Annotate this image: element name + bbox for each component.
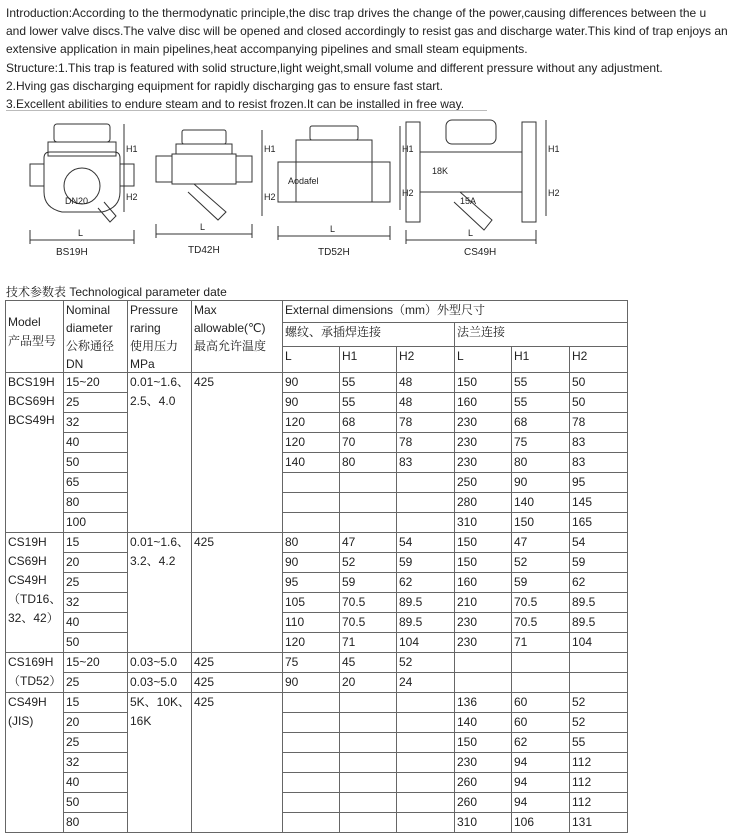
flange-h2-cell: 50 <box>570 373 628 393</box>
thread-h2-cell: 54 <box>397 533 455 553</box>
thread-l-cell: 90 <box>283 393 340 413</box>
table-row <box>6 773 628 793</box>
thread-h2-cell <box>397 733 455 753</box>
parameter-table <box>5 300 628 833</box>
flange-l-cell: 260 <box>455 793 512 813</box>
trap-drawing-illustration <box>6 112 750 270</box>
nominal-diameter-cell: 20 <box>64 553 128 573</box>
model-name: BCS49H <box>8 413 55 427</box>
flange-h2-cell: 83 <box>570 433 628 453</box>
thread-l-cell <box>283 773 340 793</box>
intro-line: Introduction:According to the thermodynatic principle,the disc trap drives the change of the power,causing differences between the u <box>6 6 707 20</box>
flange-h1-cell: 55 <box>512 393 570 413</box>
pressure-value: 0.01~1.6、 <box>130 375 190 389</box>
dim-l-label: L <box>78 228 84 238</box>
thread-h2-cell <box>397 493 455 513</box>
flange-h2-cell: 112 <box>570 773 628 793</box>
thread-h2-cell <box>397 813 455 833</box>
nominal-diameter-cell: 100 <box>64 513 128 533</box>
flange-h1-cell: 106 <box>512 813 570 833</box>
nominal-diameter-cell: 40 <box>64 773 128 793</box>
table-row <box>6 593 628 613</box>
flange-h1-cell: 150 <box>512 513 570 533</box>
thread-l-cell: 80 <box>283 533 340 553</box>
thread-h2-cell <box>397 713 455 733</box>
dim-h2-label: H2 <box>264 192 276 202</box>
thread-h2-cell: 78 <box>397 413 455 433</box>
thread-h2-cell <box>397 693 455 713</box>
dim-l-label: L <box>468 228 474 238</box>
thread-h2-cell: 24 <box>397 673 455 693</box>
thread-l-cell <box>283 753 340 773</box>
thread-h2-cell: 59 <box>397 553 455 573</box>
max-temp-value: 425 <box>194 695 215 709</box>
k18-label: 18K <box>432 166 449 176</box>
header-dim-h1: H1 <box>512 347 570 373</box>
flange-h2-cell: 78 <box>570 413 628 433</box>
nominal-diameter-cell: 80 <box>64 493 128 513</box>
nominal-diameter-cell: 40 <box>64 613 128 633</box>
header-nominal-diameter: Nominal diameter 公称通径 DN <box>64 301 128 373</box>
nominal-diameter-cell: 15 <box>64 693 128 713</box>
thread-h1-cell: 45 <box>340 653 397 673</box>
model-name: BCS19H <box>8 375 55 389</box>
flange-l-cell: 230 <box>455 413 512 433</box>
table-row <box>6 453 628 473</box>
thread-l-cell: 90 <box>283 553 340 573</box>
dim-h1-label: H1 <box>402 144 414 154</box>
intro-line: Structure:1.This trap is featured with solid structure,light weight,small volume and different pressure without any adjustment. <box>6 60 663 75</box>
pressure-cell <box>128 693 192 833</box>
thread-h1-cell: 70 <box>340 433 397 453</box>
header-dim-h2: H2 <box>570 347 628 373</box>
pressure-value: 5K、10K、 <box>130 695 191 709</box>
thread-l-cell: 95 <box>283 573 340 593</box>
flange-l-cell: 310 <box>455 813 512 833</box>
divider <box>6 110 487 111</box>
thread-l-cell <box>283 733 340 753</box>
table-row <box>6 753 628 773</box>
table-row <box>6 673 628 693</box>
flange-h2-cell <box>570 653 628 673</box>
model-name: （TD52） <box>8 674 62 688</box>
header-dim-l: L <box>283 347 340 373</box>
flange-h1-cell: 70.5 <box>512 613 570 633</box>
thread-h1-cell: 52 <box>340 553 397 573</box>
model-label-td52h: TD52H <box>318 247 350 258</box>
flange-h1-cell: 94 <box>512 753 570 773</box>
nominal-diameter-cell: 32 <box>64 753 128 773</box>
nominal-diameter-cell: 80 <box>64 813 128 833</box>
header-threaded: 螺纹、承插焊连接 <box>283 323 455 347</box>
flange-l-cell: 230 <box>455 633 512 653</box>
flange-l-cell <box>455 673 512 693</box>
thread-l-cell: 110 <box>283 613 340 633</box>
thread-l-cell <box>283 693 340 713</box>
flange-h2-cell <box>570 673 628 693</box>
table-row <box>6 653 628 673</box>
dim-l-label: L <box>330 224 336 234</box>
max-temp-value: 425 <box>194 535 215 549</box>
flange-h2-cell: 112 <box>570 793 628 813</box>
thread-l-cell: 120 <box>283 633 340 653</box>
flange-h2-cell: 55 <box>570 733 628 753</box>
table-row <box>6 493 628 513</box>
thread-h1-cell: 59 <box>340 573 397 593</box>
flange-h1-cell: 68 <box>512 413 570 433</box>
flange-l-cell: 230 <box>455 613 512 633</box>
header-flanged: 法兰连接 <box>455 323 628 347</box>
flange-l-cell: 150 <box>455 553 512 573</box>
flange-h2-cell: 62 <box>570 573 628 593</box>
thread-h2-cell: 78 <box>397 433 455 453</box>
cs49h-drawing <box>406 120 546 244</box>
thread-h1-cell: 55 <box>340 393 397 413</box>
model-label-bs19h: BS19H <box>56 247 88 258</box>
product-drawings <box>6 112 750 270</box>
max-temp-cell <box>192 533 283 653</box>
model-label-td42h: TD42H <box>188 245 220 256</box>
thread-l-cell: 120 <box>283 433 340 453</box>
flange-l-cell: 160 <box>455 573 512 593</box>
model-cell <box>6 533 64 653</box>
flange-h1-cell: 60 <box>512 693 570 713</box>
flange-h1-cell: 94 <box>512 793 570 813</box>
intro-text <box>6 4 750 113</box>
model-name: CS69H <box>8 554 47 568</box>
model-name: CS169H <box>8 655 54 669</box>
table-row <box>6 633 628 653</box>
nominal-diameter-cell: 25 <box>64 393 128 413</box>
thread-h2-cell <box>397 473 455 493</box>
flange-h2-cell: 104 <box>570 633 628 653</box>
thread-h1-cell: 70.5 <box>340 613 397 633</box>
model-cell <box>6 693 64 833</box>
max-temp-cell: 425 <box>192 673 283 693</box>
thread-h1-cell <box>340 493 397 513</box>
thread-l-cell: 140 <box>283 453 340 473</box>
flange-h1-cell: 55 <box>512 373 570 393</box>
table-row <box>6 513 628 533</box>
thread-h2-cell: 89.5 <box>397 613 455 633</box>
header-external-dimensions: External dimensions（mm）外型尺寸 <box>283 301 628 323</box>
table-row <box>6 413 628 433</box>
thread-h1-cell <box>340 513 397 533</box>
model-name: 32、42） <box>8 611 59 625</box>
nominal-diameter-cell: 50 <box>64 633 128 653</box>
thread-l-cell <box>283 813 340 833</box>
thread-h1-cell <box>340 813 397 833</box>
model-name: BCS69H <box>8 394 55 408</box>
flange-h1-cell: 140 <box>512 493 570 513</box>
nominal-diameter-cell: 15 <box>64 533 128 553</box>
max-temp-cell: 425 <box>192 653 283 673</box>
table-row <box>6 813 628 833</box>
max-temp-value: 425 <box>194 375 215 389</box>
thread-l-cell <box>283 473 340 493</box>
table-row <box>6 473 628 493</box>
flange-l-cell: 310 <box>455 513 512 533</box>
model-name: (JIS) <box>8 714 34 728</box>
nominal-diameter-cell: 32 <box>64 593 128 613</box>
flange-h2-cell: 52 <box>570 693 628 713</box>
thread-l-cell: 90 <box>283 373 340 393</box>
flange-l-cell: 260 <box>455 773 512 793</box>
thread-l-cell: 75 <box>283 653 340 673</box>
pressure-value: 2.5、4.0 <box>130 394 176 408</box>
thread-h2-cell: 62 <box>397 573 455 593</box>
thread-h2-cell: 52 <box>397 653 455 673</box>
model-name: CS49H <box>8 695 47 709</box>
brand-label: Aodafel <box>288 176 319 186</box>
thread-h1-cell <box>340 473 397 493</box>
thread-h2-cell <box>397 793 455 813</box>
dn-label: DN20 <box>65 196 89 206</box>
header-pressure: Pressure raring 使用压力 MPa <box>128 301 192 373</box>
flange-l-cell: 230 <box>455 433 512 453</box>
flange-h1-cell: 94 <box>512 773 570 793</box>
thread-h1-cell <box>340 693 397 713</box>
flange-h2-cell: 54 <box>570 533 628 553</box>
thread-h2-cell: 48 <box>397 393 455 413</box>
model-name: （TD16、 <box>8 592 62 606</box>
thread-h1-cell <box>340 713 397 733</box>
thread-l-cell <box>283 793 340 813</box>
intro-line: 2.Hving gas discharging equipment for rapidly discharging gas to ensure fast start. <box>6 78 443 93</box>
flange-h1-cell: 62 <box>512 733 570 753</box>
flange-h1-cell: 71 <box>512 633 570 653</box>
table-row <box>6 733 628 753</box>
flange-h2-cell: 145 <box>570 493 628 513</box>
table-row <box>6 393 628 413</box>
thread-h1-cell: 20 <box>340 673 397 693</box>
intro-line: extensive application in main pipelines,heat accompanying pipelines and small steam equipments. <box>6 42 528 57</box>
thread-h2-cell: 89.5 <box>397 593 455 613</box>
table-row <box>6 693 628 713</box>
table-row <box>6 573 628 593</box>
flange-h1-cell: 80 <box>512 453 570 473</box>
pressure-value: 16K <box>130 714 152 728</box>
nominal-diameter-cell: 32 <box>64 413 128 433</box>
flange-h2-cell: 89.5 <box>570 593 628 613</box>
flange-h1-cell: 70.5 <box>512 593 570 613</box>
dim-h1-label: H1 <box>126 144 138 154</box>
flange-h2-cell: 131 <box>570 813 628 833</box>
flange-l-cell: 150 <box>455 373 512 393</box>
thread-h1-cell: 71 <box>340 633 397 653</box>
flange-h2-cell: 89.5 <box>570 613 628 633</box>
max-temp-cell <box>192 693 283 833</box>
flange-h1-cell: 75 <box>512 433 570 453</box>
table-row <box>6 793 628 813</box>
thread-h2-cell: 83 <box>397 453 455 473</box>
flange-l-cell <box>455 653 512 673</box>
thread-h2-cell <box>397 753 455 773</box>
flange-h2-cell: 50 <box>570 393 628 413</box>
thread-h1-cell: 47 <box>340 533 397 553</box>
table-row <box>6 433 628 453</box>
thread-l-cell <box>283 493 340 513</box>
nominal-diameter-cell: 50 <box>64 793 128 813</box>
nominal-diameter-cell: 25 <box>64 573 128 593</box>
nominal-diameter-cell: 15~20 <box>64 653 128 673</box>
model-name: CS49H <box>8 573 47 587</box>
pressure-cell <box>128 373 192 533</box>
nominal-diameter-cell: 20 <box>64 713 128 733</box>
thread-h1-cell: 70.5 <box>340 593 397 613</box>
flange-h1-cell <box>512 653 570 673</box>
thread-h1-cell: 55 <box>340 373 397 393</box>
flange-h2-cell: 59 <box>570 553 628 573</box>
header-dim-h2: H2 <box>397 347 455 373</box>
flange-l-cell: 136 <box>455 693 512 713</box>
thread-l-cell: 105 <box>283 593 340 613</box>
table-row <box>6 373 628 393</box>
nominal-diameter-cell: 40 <box>64 433 128 453</box>
nominal-diameter-cell: 25 <box>64 733 128 753</box>
table-row <box>6 613 628 633</box>
a15-label: 15A <box>460 196 477 206</box>
thread-h2-cell <box>397 513 455 533</box>
pressure-value: 3.2、4.2 <box>130 554 176 568</box>
nominal-diameter-cell: 50 <box>64 453 128 473</box>
dim-h2-label: H2 <box>126 192 138 202</box>
header-dim-l: L <box>455 347 512 373</box>
flange-h2-cell: 95 <box>570 473 628 493</box>
flange-l-cell: 280 <box>455 493 512 513</box>
flange-h1-cell: 47 <box>512 533 570 553</box>
thread-h1-cell <box>340 733 397 753</box>
flange-h2-cell: 52 <box>570 713 628 733</box>
model-cell <box>6 653 64 693</box>
flange-l-cell: 150 <box>455 533 512 553</box>
flange-h2-cell: 83 <box>570 453 628 473</box>
thread-h1-cell <box>340 753 397 773</box>
thread-h1-cell <box>340 773 397 793</box>
dim-h1-label: H1 <box>548 144 560 154</box>
pressure-cell <box>128 533 192 653</box>
pressure-cell: 0.03~5.0 <box>128 673 192 693</box>
model-label-cs49h: CS49H <box>464 247 497 258</box>
header-max-temp: Max allowable(℃) 最高允许温度 <box>192 301 283 373</box>
dim-l-label: L <box>200 222 206 232</box>
table-caption: 技术参数表 Technological parameter date <box>6 285 227 299</box>
flange-h1-cell: 59 <box>512 573 570 593</box>
thread-h1-cell: 80 <box>340 453 397 473</box>
flange-l-cell: 230 <box>455 453 512 473</box>
td42h-drawing <box>156 130 262 238</box>
header-model: Model 产品型号 <box>6 301 64 373</box>
thread-l-cell <box>283 713 340 733</box>
model-cell <box>6 373 64 533</box>
thread-l-cell: 120 <box>283 413 340 433</box>
nominal-diameter-cell: 25 <box>64 673 128 693</box>
flange-h2-cell: 112 <box>570 753 628 773</box>
flange-h1-cell: 90 <box>512 473 570 493</box>
pressure-value: 0.01~1.6、 <box>130 535 190 549</box>
flange-l-cell: 150 <box>455 733 512 753</box>
flange-h2-cell: 165 <box>570 513 628 533</box>
dim-h2-label: H2 <box>548 188 560 198</box>
max-temp-cell <box>192 373 283 533</box>
model-name: CS19H <box>8 535 47 549</box>
table-row <box>6 533 628 553</box>
table-row <box>6 553 628 573</box>
thread-h2-cell: 48 <box>397 373 455 393</box>
pressure-cell: 0.03~5.0 <box>128 653 192 673</box>
flange-h1-cell <box>512 673 570 693</box>
flange-l-cell: 210 <box>455 593 512 613</box>
header-dim-h1: H1 <box>340 347 397 373</box>
nominal-diameter-cell: 65 <box>64 473 128 493</box>
thread-l-cell: 90 <box>283 673 340 693</box>
intro-line: and lower valve discs.The valve disc will be opened and closed accordingly to resist gas and discharge water.This kind of trap enjoys an <box>6 24 728 39</box>
intro-line: 3.Excellent abilities to endure steam and to resist frozen.It can be installed in free way. <box>6 96 465 111</box>
thread-h1-cell <box>340 793 397 813</box>
flange-l-cell: 230 <box>455 753 512 773</box>
dim-h1-label: H1 <box>264 144 276 154</box>
flange-l-cell: 140 <box>455 713 512 733</box>
flange-l-cell: 250 <box>455 473 512 493</box>
flange-l-cell: 160 <box>455 393 512 413</box>
thread-h2-cell <box>397 773 455 793</box>
thread-h2-cell: 104 <box>397 633 455 653</box>
dim-h2-label: H2 <box>402 188 414 198</box>
thread-l-cell <box>283 513 340 533</box>
bs19h-drawing <box>30 124 134 244</box>
flange-h1-cell: 60 <box>512 713 570 733</box>
flange-h1-cell: 52 <box>512 553 570 573</box>
thread-h1-cell: 68 <box>340 413 397 433</box>
nominal-diameter-cell: 15~20 <box>64 373 128 393</box>
table-row <box>6 713 628 733</box>
